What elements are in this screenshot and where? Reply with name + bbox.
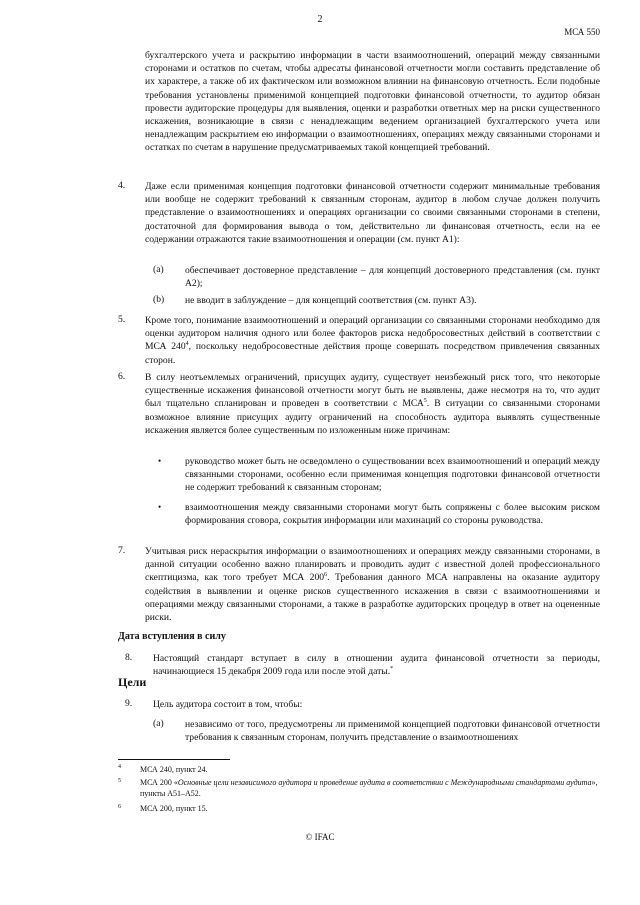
paragraph-6-number: 6. bbox=[118, 371, 126, 382]
footnote-4-number: 4 bbox=[118, 764, 121, 770]
paragraph-4-number: 4. bbox=[118, 180, 126, 191]
paragraph-5-text-part1: Кроме того, понимание взаимоотношений и операций организации со связанными сторонами необходимо для оценки аудитором наличия одного или более факторов риска недобросовестных действий в соответствии с МСА 240 bbox=[145, 315, 600, 353]
footer-copyright: © IFAC bbox=[305, 832, 335, 842]
objectives-heading: Цели bbox=[118, 675, 147, 689]
footnote-5-title: Основные цели независимого аудитора и проведение аудита в соответствии с Международными стандартами аудита bbox=[177, 778, 592, 787]
paragraph-7-text-part1: Учитывая риск нераскрытия информации о взаимоотношениях и операциях между связанными сторонами, в данной ситуации особенно важно планировать и проводить аудит с известной долей профессионального скептицизма, как того требует МСА 200 bbox=[145, 546, 600, 584]
bullet-1-marker: • bbox=[158, 456, 162, 466]
paragraph-9-a-text: независимо от того, предусмотрены ли применимой концепцией подготовки финансовой отчетности требования к связанным сторонам, получить представление о взаимоотношениях bbox=[185, 719, 600, 744]
effective-date-heading: Дата вступления в силу bbox=[118, 631, 226, 642]
paragraph-5-text bbox=[145, 314, 600, 367]
footnote-6-text: МСА 200, пункт 15. bbox=[140, 804, 208, 813]
footnote-5-text-part2: », пункты А51–А52. bbox=[140, 778, 598, 798]
footnote-4-text: МСА 240, пункт 24. bbox=[140, 765, 208, 774]
paragraph-7-text bbox=[145, 545, 600, 624]
paragraph-8-number: 8. bbox=[125, 652, 133, 663]
paragraph-4-text: Даже если применимая концепция подготовки финансовой отчетности содержит минимальные требования или вообще не содержит требований к связанным сторонам, аудитор в любом случае должен получить представление о взаимоотношениях и операциях организации со своими связанными сторонами в степени, достаточной для формирования вывода о том, действительно ли финансовая отчетность, если на ее содержании отражаются такие взаимоотношения и операции (см. пункт А1): bbox=[145, 181, 600, 245]
paragraph-9-number: 9. bbox=[125, 698, 133, 709]
paragraph-6-text bbox=[145, 371, 600, 437]
paragraph-4-b-text: не вводит в заблуждение – для концепций соответствия (см. пункт А3). bbox=[185, 295, 477, 306]
bullet-2-marker: • bbox=[158, 502, 162, 512]
footnote-separator bbox=[118, 759, 230, 760]
paragraph-4-b-label: (b) bbox=[153, 294, 165, 305]
paragraph-6-bullet-1: руководство может быть не осведомлено о существовании всех взаимоотношений и операций между связанными сторонами, особенно если применимая концепция подготовки финансовой отчетности не содержит требований к связанным сторонам; bbox=[185, 456, 600, 494]
footnote-6-number: 6 bbox=[118, 804, 121, 810]
footnote-5-number: 5 bbox=[118, 778, 121, 784]
footnote-ref-6: 6 bbox=[324, 572, 328, 579]
paragraph-9-text: Цель аудитора состоит в том, чтобы: bbox=[153, 699, 303, 710]
paragraph-5-text-part2: , поскольку недобросовестные действия проще совершать посредством привлечения связанных сторон. bbox=[145, 341, 600, 366]
footnote-ref-4: 4 bbox=[185, 341, 189, 348]
paragraph-8-text-body: Настоящий стандарт вступает в силу в отношении аудита финансовой отчетности за периоды, начинающиеся 15 декабря 2009 года или после этой даты. bbox=[153, 653, 600, 678]
footnote-5-text-part1: МСА 200 « bbox=[140, 778, 178, 787]
standard-code: МСА 550 bbox=[564, 27, 600, 37]
footnote-ref-asterisk: * bbox=[390, 666, 394, 673]
intro-paragraph: бухгалтерского учета и раскрытию информации в части взаимоотношений, операций между связанными сторонами и остатков по счетам, чтобы адресаты финансовой отчетности могли составить представление об их характере, а также об их фактическом или возможном влиянии на финансовую отчетность. Если подобные требования установлены применимой концепцией подготовки финансовой отчетности, то аудитор обязан провести аудиторские процедуры для выявления, оценки и разработки ответных мер на риски существенного искажения, возникающие в связи с ненадлежащим ведением организацией бухгалтерского учета или ненадлежащим раскрытием ею информации о взаимоотношениях, операциях между связанными сторонами и остатках по счетам в нарушение предусматриваемых такой концепцией требований. bbox=[145, 50, 600, 154]
paragraph-7-text-part2: . Требования данного МСА направлены на оказание аудитору содействия в выявлении и оценке рисков существенного искажения в связи с взаимоотношениями и операциями между связанными сторонами, а также в разработке аудиторских процедур в ответ на оцененные риски. bbox=[145, 572, 600, 624]
footnote-ref-5: 5 bbox=[423, 398, 427, 405]
paragraph-6-text-part2: . В ситуации со связанными сторонами возможное влияние присущих аудиту ограничений на способность аудитора выявлять существенные искажения является более существенным по изложенным ниже причинам: bbox=[145, 398, 600, 436]
paragraph-8-text bbox=[153, 652, 600, 678]
paragraph-5-number: 5. bbox=[118, 314, 126, 325]
paragraph-9-a-label: (a) bbox=[153, 718, 164, 729]
paragraph-6-text-part1: В силу неотъемлемых ограничений, присущих аудиту, существует неизбежный риск того, что некоторые существенные искажения финансовой отчетности могут быть не выявлены, даже несмотря на то, что аудит был тщательно спланирован и проведен в соответствии с МСА bbox=[145, 372, 600, 410]
paragraph-4-a-label: (a) bbox=[153, 264, 164, 275]
paragraph-6-bullet-2: взаимоотношения между связанными сторонами могут быть сопряжены с более высоким риском формирования сговора, сокрытия информации или махинаций со стороны руководства. bbox=[185, 502, 600, 527]
footnote-5-text bbox=[140, 777, 600, 799]
paragraph-7-number: 7. bbox=[118, 545, 126, 556]
page-number: 2 bbox=[317, 14, 323, 25]
paragraph-4-a-text: обеспечивает достоверное представление – для концепций достоверного представления (см. пункт А2); bbox=[185, 265, 600, 290]
